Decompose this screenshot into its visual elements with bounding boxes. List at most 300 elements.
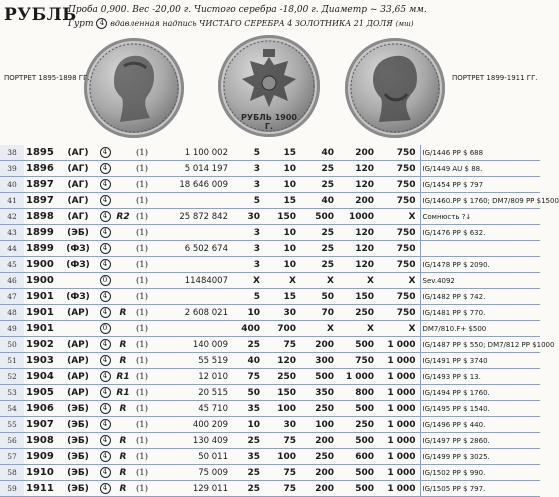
edge-circle-icon: 4 — [100, 195, 111, 206]
mintage-cell: 12 010 — [152, 369, 234, 385]
variety-cell: (1) — [132, 385, 152, 401]
row-number: 55 — [0, 417, 24, 433]
row-number: 52 — [0, 369, 24, 385]
price-f-cell: 75 — [264, 465, 300, 481]
price-xf-cell: 120 — [338, 257, 378, 273]
mintage-cell: 1 100 002 — [152, 145, 234, 161]
edge-type-cell — [96, 321, 114, 337]
variety-cell: (1) — [132, 337, 152, 353]
variety-cell: (1) — [132, 433, 152, 449]
mintage-cell: 129 011 — [152, 481, 234, 497]
edge-type-cell — [96, 257, 114, 273]
mint-mark-cell: (ЭБ) — [60, 225, 96, 241]
table-row — [0, 417, 540, 433]
price-vg-cell: 30 — [234, 209, 264, 225]
portrait-label-late: ПОРТРЕТ 1899-1911 ГГ. — [452, 74, 538, 82]
price-f-cell: 75 — [264, 433, 300, 449]
price-vf-cell: 25 — [300, 225, 338, 241]
mint-mark-cell: (ФЗ) — [60, 241, 96, 257]
price-xf-cell: 500 — [338, 433, 378, 449]
mint-mark-cell: (АГ) — [60, 161, 96, 177]
year-cell: 1897 — [24, 193, 60, 209]
price-f-cell: 15 — [264, 145, 300, 161]
price-vg-cell: 75 — [234, 369, 264, 385]
variety-cell: (1) — [132, 273, 152, 289]
rarity-cell — [114, 289, 132, 305]
price-vf-cell: X — [300, 273, 338, 289]
price-f-cell: 100 — [264, 449, 300, 465]
edge-circle-icon: 4 — [100, 339, 111, 350]
mint-mark-cell: (АР) — [60, 305, 96, 321]
edge-circle-icon: 4 — [100, 483, 111, 494]
price-xf-cell: 750 — [338, 353, 378, 369]
mint-mark-cell: (ЭБ) — [60, 481, 96, 497]
price-f-cell: 700 — [264, 321, 300, 337]
edge-circle-icon: 4 — [100, 435, 111, 446]
row-number: 58 — [0, 465, 24, 481]
rarity-cell — [114, 145, 132, 161]
edge-circle-icon: 4 — [100, 291, 111, 302]
edge-type-cell — [96, 193, 114, 209]
price-xf-cell: 150 — [338, 289, 378, 305]
year-cell: 1909 — [24, 449, 60, 465]
mintage-cell: 11484007 — [152, 273, 234, 289]
mint-mark-cell: (АГ) — [60, 193, 96, 209]
price-f-cell: X — [264, 273, 300, 289]
row-number: 56 — [0, 433, 24, 449]
table-row — [0, 289, 540, 305]
price-xf-cell: 500 — [338, 481, 378, 497]
price-vf-cell: 200 — [300, 337, 338, 353]
edge-circle-icon: 4 — [100, 451, 111, 462]
price-vg-cell: 35 — [234, 401, 264, 417]
edge-type-cell — [96, 449, 114, 465]
variety-cell: (1) — [132, 241, 152, 257]
edge-type-cell — [96, 161, 114, 177]
price-unc-cell: X — [378, 209, 420, 225]
price-vg-cell: 3 — [234, 177, 264, 193]
price-xf-cell: 200 — [338, 193, 378, 209]
edge-type-cell — [96, 305, 114, 321]
price-vg-cell: 5 — [234, 145, 264, 161]
edge-type-cell — [96, 241, 114, 257]
table-row — [0, 241, 540, 257]
price-vg-cell: 25 — [234, 465, 264, 481]
price-xf-cell: X — [338, 273, 378, 289]
table-row — [0, 273, 540, 289]
mint-mark-cell: (АР) — [60, 385, 96, 401]
mint-mark-cell: (ЭБ) — [60, 449, 96, 465]
edge-circle-icon: 4 — [100, 419, 111, 430]
year-cell: 1903 — [24, 353, 60, 369]
price-unc-cell: 750 — [378, 193, 420, 209]
price-xf-cell: 600 — [338, 449, 378, 465]
price-f-cell: 15 — [264, 289, 300, 305]
price-xf-cell: 120 — [338, 225, 378, 241]
price-unc-cell: 750 — [378, 289, 420, 305]
coin-obverse-late-image — [345, 38, 445, 138]
edge-type-cell — [96, 465, 114, 481]
price-xf-cell: 1000 — [338, 209, 378, 225]
mintage-cell: 2 608 021 — [152, 305, 234, 321]
price-f-cell: 250 — [264, 369, 300, 385]
price-unc-cell: 750 — [378, 225, 420, 241]
year-cell: 1901 — [24, 289, 60, 305]
edge-circle-icon: 4 — [100, 403, 111, 414]
variety-cell: (1) — [132, 449, 152, 465]
edge-type-cell — [96, 209, 114, 225]
edge-circle-icon: 0 — [100, 275, 111, 286]
price-unc-cell: 750 — [378, 161, 420, 177]
price-xf-cell: 800 — [338, 385, 378, 401]
auction-note-cell: IG/1487 PP $ 550; DM7/812 PP $1000 — [420, 337, 540, 353]
price-vf-cell: 200 — [300, 481, 338, 497]
price-vg-cell: 3 — [234, 161, 264, 177]
mintage-cell: 75 009 — [152, 465, 234, 481]
row-number: 54 — [0, 401, 24, 417]
table-row — [0, 145, 540, 161]
auction-note-cell: IG/1476 PP $ 632. — [420, 225, 540, 241]
rarity-cell: R — [114, 337, 132, 353]
price-vg-cell: 5 — [234, 193, 264, 209]
price-vg-cell: 3 — [234, 225, 264, 241]
edge-circle-icon: 4 — [100, 387, 111, 398]
auction-note-cell: IG/1460.PP $ 1760; DM7/809 PP $1500 — [420, 193, 540, 209]
edge-type-cell — [96, 481, 114, 497]
row-number: 41 — [0, 193, 24, 209]
mintage-cell — [152, 289, 234, 305]
year-cell: 1899 — [24, 241, 60, 257]
price-unc-cell: 1 000 — [378, 417, 420, 433]
price-f-cell: 75 — [264, 337, 300, 353]
edge-circle-icon: 4 — [100, 467, 111, 478]
row-number: 50 — [0, 337, 24, 353]
price-vg-cell: 5 — [234, 289, 264, 305]
price-vg-cell: 25 — [234, 337, 264, 353]
row-number: 43 — [0, 225, 24, 241]
mintage-cell: 18 646 009 — [152, 177, 234, 193]
row-number: 51 — [0, 353, 24, 369]
price-xf-cell: 120 — [338, 161, 378, 177]
edge-type-cell — [96, 417, 114, 433]
variety-cell: (1) — [132, 161, 152, 177]
price-f-cell: 15 — [264, 193, 300, 209]
auction-note-cell: Сомнюсть ?↓ — [420, 209, 540, 225]
edge-circle-icon: 4 — [100, 355, 111, 366]
mintage-cell: 400 209 — [152, 417, 234, 433]
edge-circle-icon: 4 — [100, 163, 111, 174]
price-unc-cell: X — [378, 273, 420, 289]
edge-circle-icon: 4 — [100, 179, 111, 190]
rarity-cell: R — [114, 401, 132, 417]
table-row — [0, 305, 540, 321]
catalog-header — [0, 0, 540, 140]
year-cell: 1906 — [24, 401, 60, 417]
year-cell: 1907 — [24, 417, 60, 433]
mint-mark-cell: (ЭБ) — [60, 401, 96, 417]
table-row — [0, 465, 540, 481]
row-number: 39 — [0, 161, 24, 177]
price-vg-cell: 10 — [234, 305, 264, 321]
specs-line-1: Проба 0,900. Вес -20,00 г. Чистого серебра -18,00 г. Диаметр ~ 33,65 мм. — [68, 5, 427, 15]
table-row — [0, 337, 540, 353]
edge-label: Гурт — [68, 19, 94, 29]
row-number: 53 — [0, 385, 24, 401]
price-vf-cell: 25 — [300, 161, 338, 177]
year-cell: 1899 — [24, 225, 60, 241]
price-f-cell: 75 — [264, 481, 300, 497]
rarity-cell: R — [114, 353, 132, 369]
rarity-cell — [114, 225, 132, 241]
price-vg-cell: 25 — [234, 481, 264, 497]
variety-cell: (1) — [132, 369, 152, 385]
price-f-cell: 10 — [264, 161, 300, 177]
table-row — [0, 193, 540, 209]
price-unc-cell: X — [378, 321, 420, 337]
price-f-cell: 100 — [264, 401, 300, 417]
price-unc-cell: 1 000 — [378, 385, 420, 401]
row-number: 42 — [0, 209, 24, 225]
rarity-cell: R — [114, 481, 132, 497]
price-vf-cell: 350 — [300, 385, 338, 401]
auction-note-cell: IG/1482 PP $ 742. — [420, 289, 540, 305]
variety-cell: (1) — [132, 481, 152, 497]
edge-circle-icon: 4 — [100, 371, 111, 382]
year-cell: 1901 — [24, 321, 60, 337]
mint-mark-cell: (АГ) — [60, 209, 96, 225]
mintage-cell: 20 515 — [152, 385, 234, 401]
rarity-cell — [114, 161, 132, 177]
price-f-cell: 120 — [264, 353, 300, 369]
table-row — [0, 353, 540, 369]
price-vf-cell: 500 — [300, 369, 338, 385]
edge-type-cell — [96, 145, 114, 161]
edge-type-cell — [96, 433, 114, 449]
variety-cell: (1) — [132, 225, 152, 241]
table-row — [0, 369, 540, 385]
rarity-cell — [114, 417, 132, 433]
mintage-cell — [152, 225, 234, 241]
row-number: 59 — [0, 481, 24, 497]
price-xf-cell: 120 — [338, 177, 378, 193]
price-vf-cell: 40 — [300, 193, 338, 209]
variety-cell: (1) — [132, 353, 152, 369]
auction-note-cell: IG/1495 PP $ 1540. — [420, 401, 540, 417]
price-unc-cell: 1 000 — [378, 337, 420, 353]
price-vg-cell: 3 — [234, 257, 264, 273]
price-vg-cell: 40 — [234, 353, 264, 369]
price-f-cell: 10 — [264, 241, 300, 257]
price-vf-cell: 25 — [300, 241, 338, 257]
auction-note-cell: IG/1499 PP $ 3025. — [420, 449, 540, 465]
price-f-cell: 10 — [264, 225, 300, 241]
price-xf-cell: 120 — [338, 241, 378, 257]
price-xf-cell: 500 — [338, 401, 378, 417]
year-cell: 1905 — [24, 385, 60, 401]
auction-note-cell: Sev.4092 — [420, 273, 540, 289]
price-vg-cell: 10 — [234, 417, 264, 433]
price-vf-cell: 50 — [300, 289, 338, 305]
variety-cell: (1) — [132, 321, 152, 337]
mint-mark-cell: (ЭБ) — [60, 417, 96, 433]
auction-note-cell: IG/1502 PP $ 990. — [420, 465, 540, 481]
price-xf-cell: 250 — [338, 417, 378, 433]
mintage-cell: 50 011 — [152, 449, 234, 465]
year-cell: 1902 — [24, 337, 60, 353]
row-number: 45 — [0, 257, 24, 273]
price-xf-cell: 1 000 — [338, 369, 378, 385]
mintage-cell: 5 014 197 — [152, 161, 234, 177]
mintage-cell: 25 872 842 — [152, 209, 234, 225]
price-vg-cell: 400 — [234, 321, 264, 337]
edge-circle-icon: 0 — [100, 323, 111, 334]
price-vf-cell: 70 — [300, 305, 338, 321]
edge-circle-icon: 4 — [100, 243, 111, 254]
page-title: РУБЛЬ — [4, 5, 77, 25]
price-unc-cell: 750 — [378, 145, 420, 161]
year-cell: 1910 — [24, 465, 60, 481]
edge-circle-icon: 4 — [100, 307, 111, 318]
price-xf-cell: X — [338, 321, 378, 337]
rarity-cell — [114, 193, 132, 209]
variety-cell: (1) — [132, 209, 152, 225]
auction-note-cell: DM7/810.F+ $500 — [420, 321, 540, 337]
table-row — [0, 161, 540, 177]
edge-type-cell — [96, 273, 114, 289]
edge-type-cell — [96, 177, 114, 193]
mintage-cell — [152, 257, 234, 273]
specs-line-2 — [68, 17, 538, 31]
variety-cell: (1) — [132, 289, 152, 305]
mint-mark-cell — [60, 321, 96, 337]
edge-type-cell — [96, 337, 114, 353]
price-f-cell: 30 — [264, 417, 300, 433]
auction-note-cell: IG/1497 PP $ 2860. — [420, 433, 540, 449]
price-unc-cell: 1 000 — [378, 433, 420, 449]
table-row — [0, 401, 540, 417]
price-unc-cell: 1 000 — [378, 449, 420, 465]
year-cell: 1900 — [24, 273, 60, 289]
rarity-cell: R2 — [114, 209, 132, 225]
price-vg-cell: X — [234, 273, 264, 289]
auction-note-cell: IG/1449 AU $ 88. — [420, 161, 540, 177]
year-cell: 1896 — [24, 161, 60, 177]
auction-note-cell: IG/1481 PP $ 770. — [420, 305, 540, 321]
year-cell: 1895 — [24, 145, 60, 161]
auction-note-cell — [420, 241, 540, 257]
year-cell: 1900 — [24, 257, 60, 273]
rarity-cell: R — [114, 305, 132, 321]
price-vf-cell: 25 — [300, 177, 338, 193]
mintage-cell: 6 502 674 — [152, 241, 234, 257]
price-vf-cell: 200 — [300, 465, 338, 481]
price-vf-cell: 40 — [300, 145, 338, 161]
variety-cell: (1) — [132, 465, 152, 481]
rarity-cell: R — [114, 433, 132, 449]
coin-specs — [68, 4, 538, 31]
price-vf-cell: 250 — [300, 449, 338, 465]
mint-mark-cell — [60, 273, 96, 289]
mintage-cell — [152, 321, 234, 337]
price-unc-cell: 750 — [378, 257, 420, 273]
mint-mark-cell: (АГ) — [60, 145, 96, 161]
price-f-cell: 150 — [264, 385, 300, 401]
edge-type-cell — [96, 401, 114, 417]
auction-note-cell: IG/1446 PP $ 688 — [420, 145, 540, 161]
rarity-cell — [114, 241, 132, 257]
edge-circle-icon: 4 — [100, 259, 111, 270]
mint-mark-cell: (АР) — [60, 353, 96, 369]
rarity-cell: R — [114, 465, 132, 481]
rarity-cell — [114, 257, 132, 273]
coin-obverse-early-image — [84, 38, 184, 138]
row-number: 40 — [0, 177, 24, 193]
edge-circle-icon: 4 — [100, 227, 111, 238]
variety-cell: (1) — [132, 257, 152, 273]
price-f-cell: 150 — [264, 209, 300, 225]
edge-type-cell — [96, 289, 114, 305]
price-vf-cell: 300 — [300, 353, 338, 369]
price-vf-cell: 200 — [300, 433, 338, 449]
variety-cell: (1) — [132, 305, 152, 321]
year-cell: 1908 — [24, 433, 60, 449]
table-row — [0, 225, 540, 241]
price-f-cell: 10 — [264, 257, 300, 273]
mintage-cell — [152, 193, 234, 209]
year-cell: 1898 — [24, 209, 60, 225]
price-unc-cell: 1 000 — [378, 401, 420, 417]
row-number: 48 — [0, 305, 24, 321]
row-number: 38 — [0, 145, 24, 161]
mint-mark-cell: (АР) — [60, 369, 96, 385]
mint-mark-cell: (ФЗ) — [60, 257, 96, 273]
mintage-cell: 55 519 — [152, 353, 234, 369]
price-vf-cell: X — [300, 321, 338, 337]
table-row — [0, 433, 540, 449]
price-vf-cell: 500 — [300, 209, 338, 225]
price-xf-cell: 250 — [338, 305, 378, 321]
year-cell: 1911 — [24, 481, 60, 497]
price-unc-cell: 1 000 — [378, 465, 420, 481]
row-number: 44 — [0, 241, 24, 257]
table-row — [0, 257, 540, 273]
auction-note-cell: IG/1493 PP $ 13. — [420, 369, 540, 385]
coin-reverse-legend: РУБЛЬ 1900 Г. — [241, 113, 297, 131]
mint-mark-cell: (ФЗ) — [60, 289, 96, 305]
price-xf-cell: 200 — [338, 145, 378, 161]
variety-cell: (1) — [132, 177, 152, 193]
price-xf-cell: 500 — [338, 337, 378, 353]
table-row — [0, 209, 540, 225]
price-unc-cell: 1 000 — [378, 369, 420, 385]
variety-cell: (1) — [132, 401, 152, 417]
edge-type-cell — [96, 385, 114, 401]
price-vg-cell: 35 — [234, 449, 264, 465]
price-vf-cell: 250 — [300, 401, 338, 417]
year-cell: 1897 — [24, 177, 60, 193]
mint-mark-cell: (ЭБ) — [60, 465, 96, 481]
variety-cell: (1) — [132, 145, 152, 161]
coin-catalog-table — [0, 145, 559, 497]
rarity-cell: R1 — [114, 369, 132, 385]
edge-type-cell — [96, 225, 114, 241]
table-row — [0, 481, 540, 497]
mint-mark-cell: (АГ) — [60, 177, 96, 193]
auction-note-cell: IG/1496 PP $ 440. — [420, 417, 540, 433]
edge-circle-icon: 4 — [100, 147, 111, 158]
price-unc-cell: 750 — [378, 177, 420, 193]
price-vg-cell: 50 — [234, 385, 264, 401]
